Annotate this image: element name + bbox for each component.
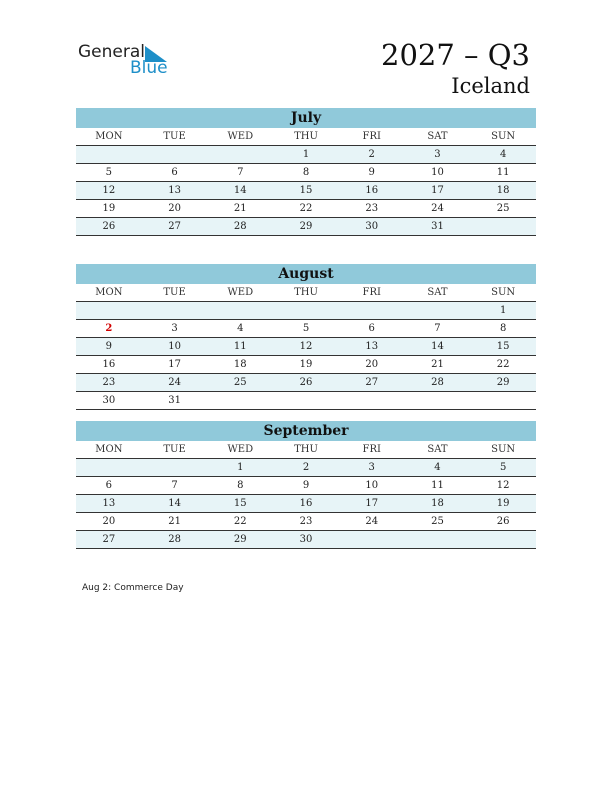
day-cell: 19 [102, 203, 116, 214]
day-cell: 1 [302, 149, 310, 160]
logo-text-general: General [78, 42, 145, 62]
day-cell: 14 [233, 185, 247, 196]
month-title: August [76, 264, 536, 284]
week-row [76, 320, 536, 338]
day-cell: 1 [499, 305, 507, 316]
day-cell: 13 [168, 185, 181, 196]
day-cell: 23 [102, 377, 116, 388]
day-cell [207, 302, 273, 319]
week-row [76, 146, 536, 164]
day-cell: 17 [365, 498, 379, 509]
day-cell: 28 [168, 534, 181, 545]
holiday-note: Aug 2: Commerce Day [82, 583, 184, 593]
weekday-label: WED [227, 444, 254, 455]
month-title: September [76, 421, 536, 441]
day-cell: 9 [105, 341, 113, 352]
day-cell: 8 [499, 323, 507, 334]
week-row [76, 477, 536, 495]
day-cell: 7 [434, 323, 441, 334]
weekday-header-row [76, 441, 536, 459]
week-row [76, 392, 536, 410]
weekday-label: FRI [362, 131, 381, 142]
day-cell: 25 [431, 516, 444, 527]
day-cell: 16 [299, 498, 313, 509]
day-cell: 15 [299, 185, 313, 196]
day-cell: 21 [431, 359, 444, 370]
day-cell [142, 459, 208, 476]
day-cell: 15 [233, 498, 247, 509]
day-cell [207, 392, 273, 409]
day-cell: 29 [233, 534, 247, 545]
day-cell: 2 [105, 323, 113, 334]
day-cell: 5 [499, 462, 507, 473]
day-cell [339, 392, 405, 409]
weekday-label: THU [294, 131, 318, 142]
day-cell [207, 146, 273, 163]
day-cell [405, 392, 471, 409]
day-cell: 23 [299, 516, 313, 527]
weekday-label: SUN [491, 287, 516, 298]
day-cell: 27 [102, 534, 116, 545]
day-cell [76, 146, 142, 163]
day-cell: 22 [299, 203, 313, 214]
week-row [76, 513, 536, 531]
weekday-label: FRI [362, 287, 381, 298]
day-cell: 30 [102, 395, 116, 406]
month-calendar-1 [76, 264, 536, 410]
weekday-label: MON [95, 131, 123, 142]
day-cell: 12 [102, 185, 116, 196]
day-cell: 3 [171, 323, 178, 334]
day-cell: 24 [168, 377, 181, 388]
day-cell: 20 [102, 516, 116, 527]
day-cell: 18 [431, 498, 444, 509]
day-cell: 4 [237, 323, 244, 334]
day-cell: 18 [496, 185, 510, 196]
day-cell: 21 [168, 516, 181, 527]
day-cell: 29 [299, 221, 313, 232]
day-cell [470, 218, 536, 235]
page-title: 2027 – Q3 [381, 38, 530, 72]
day-cell: 8 [237, 480, 244, 491]
week-row [76, 531, 536, 549]
weekday-label: THU [294, 444, 318, 455]
day-cell: 21 [233, 203, 247, 214]
weekday-label: THU [294, 287, 318, 298]
day-cell [470, 392, 536, 409]
week-row [76, 182, 536, 200]
day-cell: 20 [365, 359, 379, 370]
week-row [76, 218, 536, 236]
day-cell: 26 [496, 516, 510, 527]
weekday-label: FRI [362, 444, 381, 455]
day-cell: 14 [168, 498, 181, 509]
weekday-label: SUN [491, 444, 516, 455]
day-cell: 5 [105, 167, 113, 178]
weekday-label: WED [227, 131, 254, 142]
day-cell: 5 [302, 323, 310, 334]
day-cell: 6 [105, 480, 113, 491]
weekday-label: MON [95, 287, 123, 298]
week-row [76, 338, 536, 356]
week-row [76, 356, 536, 374]
day-cell: 25 [496, 203, 510, 214]
weekday-header-row [76, 128, 536, 146]
day-cell: 13 [102, 498, 116, 509]
day-cell: 30 [299, 534, 313, 545]
day-cell: 22 [233, 516, 247, 527]
day-cell: 28 [431, 377, 444, 388]
generalblue-logo [78, 42, 188, 82]
day-cell: 4 [499, 149, 507, 160]
day-cell: 11 [431, 480, 444, 491]
month-title: July [76, 108, 536, 128]
day-cell: 8 [302, 167, 310, 178]
day-cell [470, 531, 536, 548]
day-cell: 14 [431, 341, 444, 352]
day-cell: 6 [171, 167, 178, 178]
day-cell: 31 [168, 395, 181, 406]
day-cell [339, 531, 405, 548]
day-cell [405, 302, 471, 319]
weekday-label: WED [227, 287, 254, 298]
day-cell: 16 [365, 185, 379, 196]
day-cell: 30 [365, 221, 379, 232]
day-cell: 19 [299, 359, 313, 370]
week-row [76, 200, 536, 218]
day-cell: 26 [102, 221, 116, 232]
day-cell [142, 146, 208, 163]
day-cell: 29 [496, 377, 510, 388]
day-cell: 17 [168, 359, 181, 370]
day-cell: 2 [368, 149, 375, 160]
weekday-label: SAT [427, 287, 448, 298]
day-cell: 9 [368, 167, 375, 178]
month-calendar-0 [76, 108, 536, 236]
weekday-header-row [76, 284, 536, 302]
day-cell: 27 [168, 221, 181, 232]
day-cell: 10 [168, 341, 181, 352]
day-cell: 19 [496, 498, 510, 509]
day-cell [339, 302, 405, 319]
day-cell: 24 [431, 203, 444, 214]
day-cell [405, 531, 471, 548]
logo-text-blue: Blue [130, 58, 168, 78]
day-cell: 20 [168, 203, 181, 214]
weekday-label: MON [95, 444, 123, 455]
weekday-label: SAT [427, 131, 448, 142]
weekday-label: TUE [163, 444, 186, 455]
day-cell: 11 [233, 341, 247, 352]
week-row [76, 374, 536, 392]
day-cell [273, 302, 339, 319]
day-cell: 26 [299, 377, 313, 388]
weekday-label: SAT [427, 444, 448, 455]
day-cell: 6 [368, 323, 375, 334]
day-cell: 7 [171, 480, 178, 491]
month-calendar-2 [76, 421, 536, 549]
weekday-label: TUE [163, 131, 186, 142]
day-cell: 25 [233, 377, 247, 388]
day-cell [76, 459, 142, 476]
day-cell [142, 302, 208, 319]
day-cell: 1 [237, 462, 244, 473]
day-cell: 9 [302, 480, 310, 491]
day-cell [76, 302, 142, 319]
week-row [76, 459, 536, 477]
day-cell: 10 [431, 167, 444, 178]
day-cell: 23 [365, 203, 379, 214]
day-cell: 13 [365, 341, 379, 352]
day-cell: 11 [496, 167, 510, 178]
day-cell: 24 [365, 516, 379, 527]
day-cell: 4 [434, 462, 441, 473]
country-name: Iceland [451, 74, 530, 98]
day-cell: 27 [365, 377, 379, 388]
day-cell: 18 [233, 359, 247, 370]
day-cell: 16 [102, 359, 116, 370]
day-cell: 12 [496, 480, 510, 491]
day-cell: 15 [496, 341, 510, 352]
week-row [76, 495, 536, 513]
day-cell: 7 [237, 167, 244, 178]
day-cell: 3 [368, 462, 375, 473]
day-cell: 12 [299, 341, 313, 352]
day-cell: 3 [434, 149, 441, 160]
week-row [76, 164, 536, 182]
day-cell: 31 [431, 221, 444, 232]
day-cell: 17 [431, 185, 444, 196]
weekday-label: TUE [163, 287, 186, 298]
week-row [76, 302, 536, 320]
weekday-label: SUN [491, 131, 516, 142]
day-cell [273, 392, 339, 409]
day-cell: 22 [496, 359, 510, 370]
day-cell: 28 [233, 221, 247, 232]
day-cell: 2 [302, 462, 310, 473]
day-cell: 10 [365, 480, 379, 491]
